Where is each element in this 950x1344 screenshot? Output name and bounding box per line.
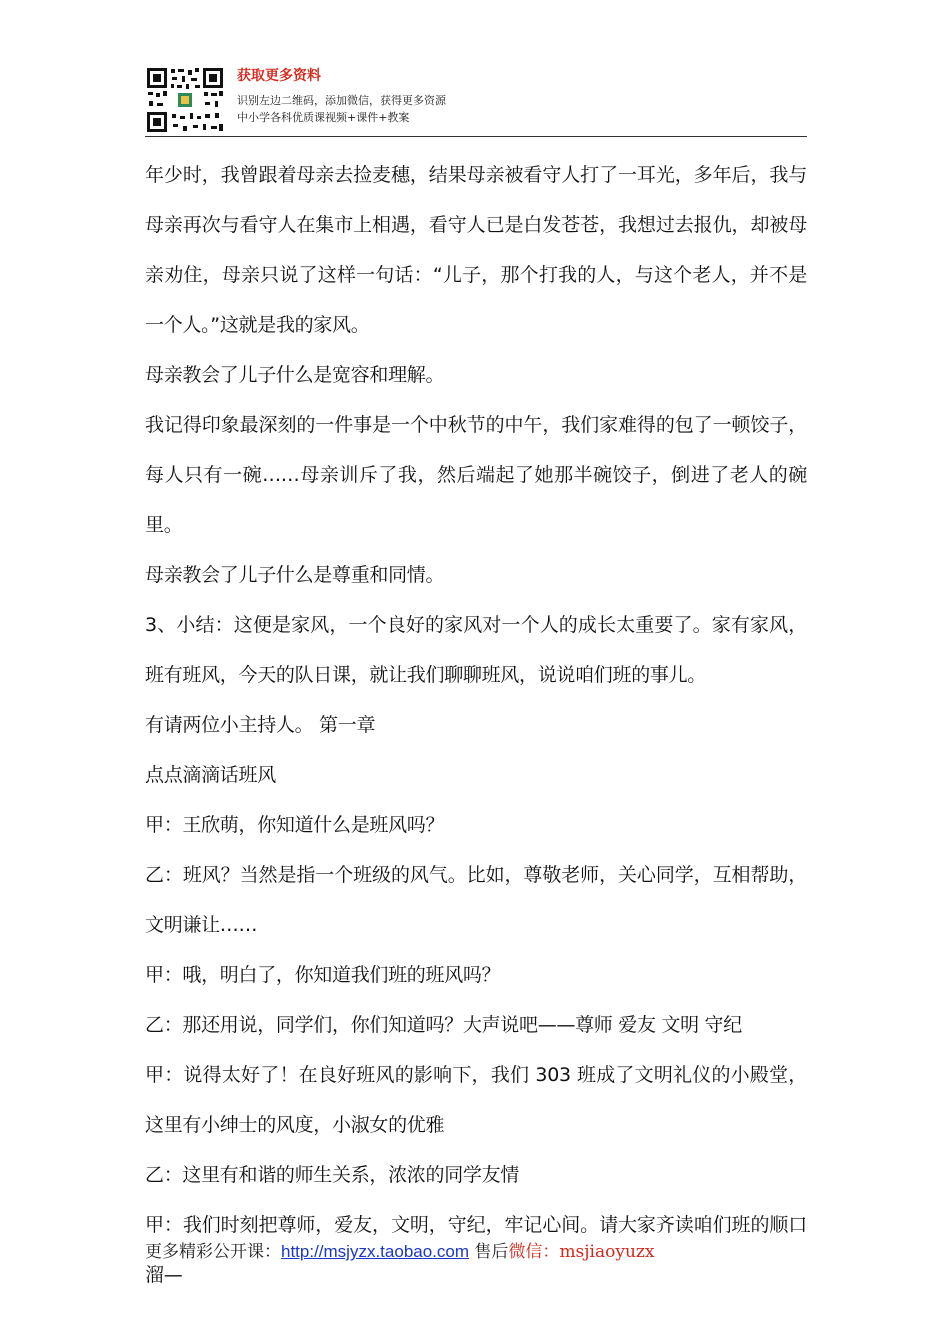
header-divider [145, 136, 807, 137]
footer-shop-link[interactable]: http://msjyzx.taobao.com [281, 1242, 470, 1261]
page-header [145, 62, 807, 136]
dialogue-line: 乙：这里有和谐的师生关系，浓浓的同学友情 [145, 1164, 520, 1186]
paragraph: 母亲教会了儿子什么是宽容和理解。 [145, 364, 445, 386]
dialogue-line: 甲：哦，明白了，你知道我们班的班风吗？ [145, 964, 501, 986]
paragraph: 母亲教会了儿子什么是尊重和同情。 [145, 564, 445, 586]
section-heading: 点点滴滴话班风 [145, 764, 276, 786]
dialogue-line: 乙：那还用说，同学们，你们知道吗？大声说吧——尊师 爱友 文明 守纪 [145, 1014, 742, 1036]
dialogue-line: 甲：王欣萌，你知道什么是班风吗？ [145, 814, 445, 836]
paragraph: 有请两位小主持人。 第一章 [145, 714, 376, 736]
header-title: 获取更多资料 [237, 68, 321, 84]
dialogue-line: 甲：说得太好了！在良好班风的影响下，我们 303 班成了文明礼仪的小殿堂，这里有小绅士的风度，小淑女的优雅 [145, 1064, 807, 1136]
footer-prefix: 更多精彩公开课： [145, 1242, 281, 1262]
dialogue-line: 甲：我们时刻把尊师，爱友，文明，守纪，牢记心间。请大家齐读咱们班的顺口溜— [145, 1214, 807, 1286]
footer-wechat-id: msjiaoyuzx [559, 1242, 655, 1262]
dialogue-line: 乙：班风？当然是指一个班级的风气。比如，尊敬老师，关心同学，互相帮助，文明谦让…… [145, 864, 807, 936]
footer-wechat-label: 微信： [508, 1242, 560, 1262]
paragraph: 3、小结：这便是家风，一个良好的家风对一个人的成长太重要了。家有家风，班有班风，今天的队日课，就让我们聊聊班风，说说咱们班的事儿。 [145, 614, 807, 686]
paragraph: 年少时，我曾跟着母亲去捡麦穗，结果母亲被看守人打了一耳光，多年后，我与母亲再次与看守人在集市上相遇，看守人已是白发苍苍，我想过去报仇，却被母亲劝住，母亲只说了这样一句话：“儿子，那个打我的人，与这个老人，并不是一个人。”这就是我的家风。 [145, 164, 807, 336]
header-line-2: 中小学各科优质课视频+课件+教案 [237, 111, 410, 124]
footer-after-sales: 售后 [469, 1242, 509, 1262]
page-footer [145, 1240, 654, 1264]
paragraph: 我记得印象最深刻的一件事是一个中秋节的中午，我们家难得的包了一顿饺子，每人只有一碗……母亲训斥了我，然后端起了她那半碗饺子，倒进了老人的碗里。 [145, 414, 807, 536]
header-text-block [237, 68, 446, 126]
qr-code-icon [145, 66, 225, 134]
document-body [145, 150, 807, 1300]
header-line-1: 识别左边二维码，添加微信，获得更多资源 [237, 94, 446, 107]
